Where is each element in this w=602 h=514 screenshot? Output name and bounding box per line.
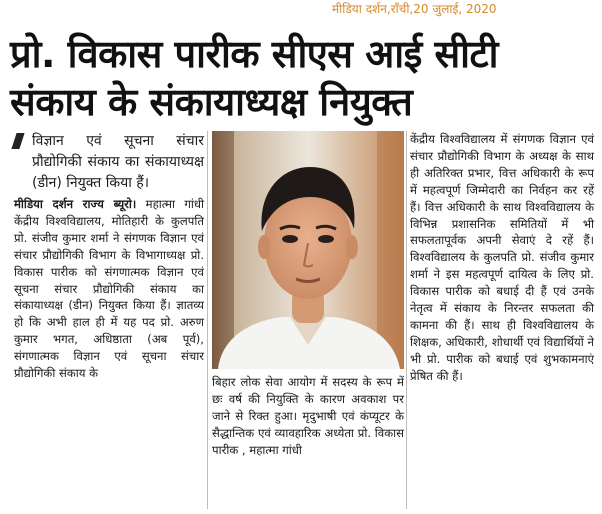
column-divider: [406, 131, 407, 509]
deck-marker-icon: [11, 133, 24, 149]
portrait-photo: [212, 131, 404, 369]
headline-line-2: संकाय के संकायाध्यक्ष नियुक्त: [10, 80, 413, 124]
article-column-1: [14, 131, 204, 382]
headline-line-1: प्रो. विकास पारीक सीएस आई सीटी: [10, 32, 498, 76]
article-column-2: [212, 374, 404, 459]
article-column-3: [410, 131, 594, 385]
deck: [14, 131, 204, 194]
portrait-illustration: [212, 131, 404, 369]
column-2-text: बिहार लोक सेवा आयोग में सदस्य के रूप में छः वर्ष की नियुक्ति के कारण अवकाश पर जाने से रिक्त हुआ। मृदुभाषी एवं कंप्यूटर के सैद्धान्तिक एवं व्यावहारिक अध्येता प्रो. विकास पारीक , महात्मा गांधी: [212, 375, 404, 457]
dateline: मीडिया दर्शन,राँची,20 जुलाई, 2020: [332, 2, 497, 16]
deck-text: विज्ञान एवं सूचना संचार प्रौद्योगिकी संकाय का संकायाध्यक्ष (डीन) नियुक्त किया हैं।: [32, 133, 204, 191]
column-1-text: महात्मा गांधी केंद्रीय विश्वविद्यालय, मोतिहारी के कुलपति प्रो. संजीव कुमार शर्मा ने संगणक विज्ञान एवं संचार प्रौद्योगिकी विभाग के विभागाध्यक्ष प्रो. विकास पारीक को संगणात्मक विज्ञान एवं सूचना संचार प्रौद्योगिकी संकाय का संकायाध्यक्ष (डीन) नियुक्त किया हैं। ज्ञातव्य हो कि अभी हाल ही में यह पद प्रो. अरुण कुमार भगत, अधिष्ठाता (अब पूर्व), संगणात्मक विज्ञान एवं सूचना संचार प्रौद्योगिकी संकाय के: [14, 197, 204, 381]
column-3-text: केंद्रीय विश्वविद्यालय में संगणक विज्ञान एवं संचार प्रौद्योगिकी विभाग के अध्यक्ष के साथ ही अतिरिक्त प्रभार, वित्त अधिकारी के रूप में महत्वपूर्ण जिम्मेदारी का निर्वहन कर रहें हैं। वित्त अधिकारी के साथ विश्वविद्यालय के विभिन्न प्रशासनिक समितियों में भी सफलतापूर्वक अपनी सेवाएं दे रहें हैं। विश्वविद्यालय के कुलपति प्रो. संजीव कुमार शर्मा ने इस महत्वपूर्ण दायित्व के लिए प्रो. विकास पारीक को बधाई दी हैं एवं उनके नेतृत्व में संकाय के निरन्तर सफलता की कामना की हैं। साथ ही विश्वविद्यालय के शिक्षक, अधिकारी, शोधार्थी एवं विद्यार्थियों ने भी प्रो. पारीक को बधाई एवं शुभकामनाएं प्रेषित की हैं।: [410, 132, 594, 383]
column-1-paragraph: [14, 196, 204, 382]
bureau-credit: मीडिया दर्शन राज्य ब्यूरो।: [14, 197, 137, 211]
column-divider: [207, 131, 208, 509]
